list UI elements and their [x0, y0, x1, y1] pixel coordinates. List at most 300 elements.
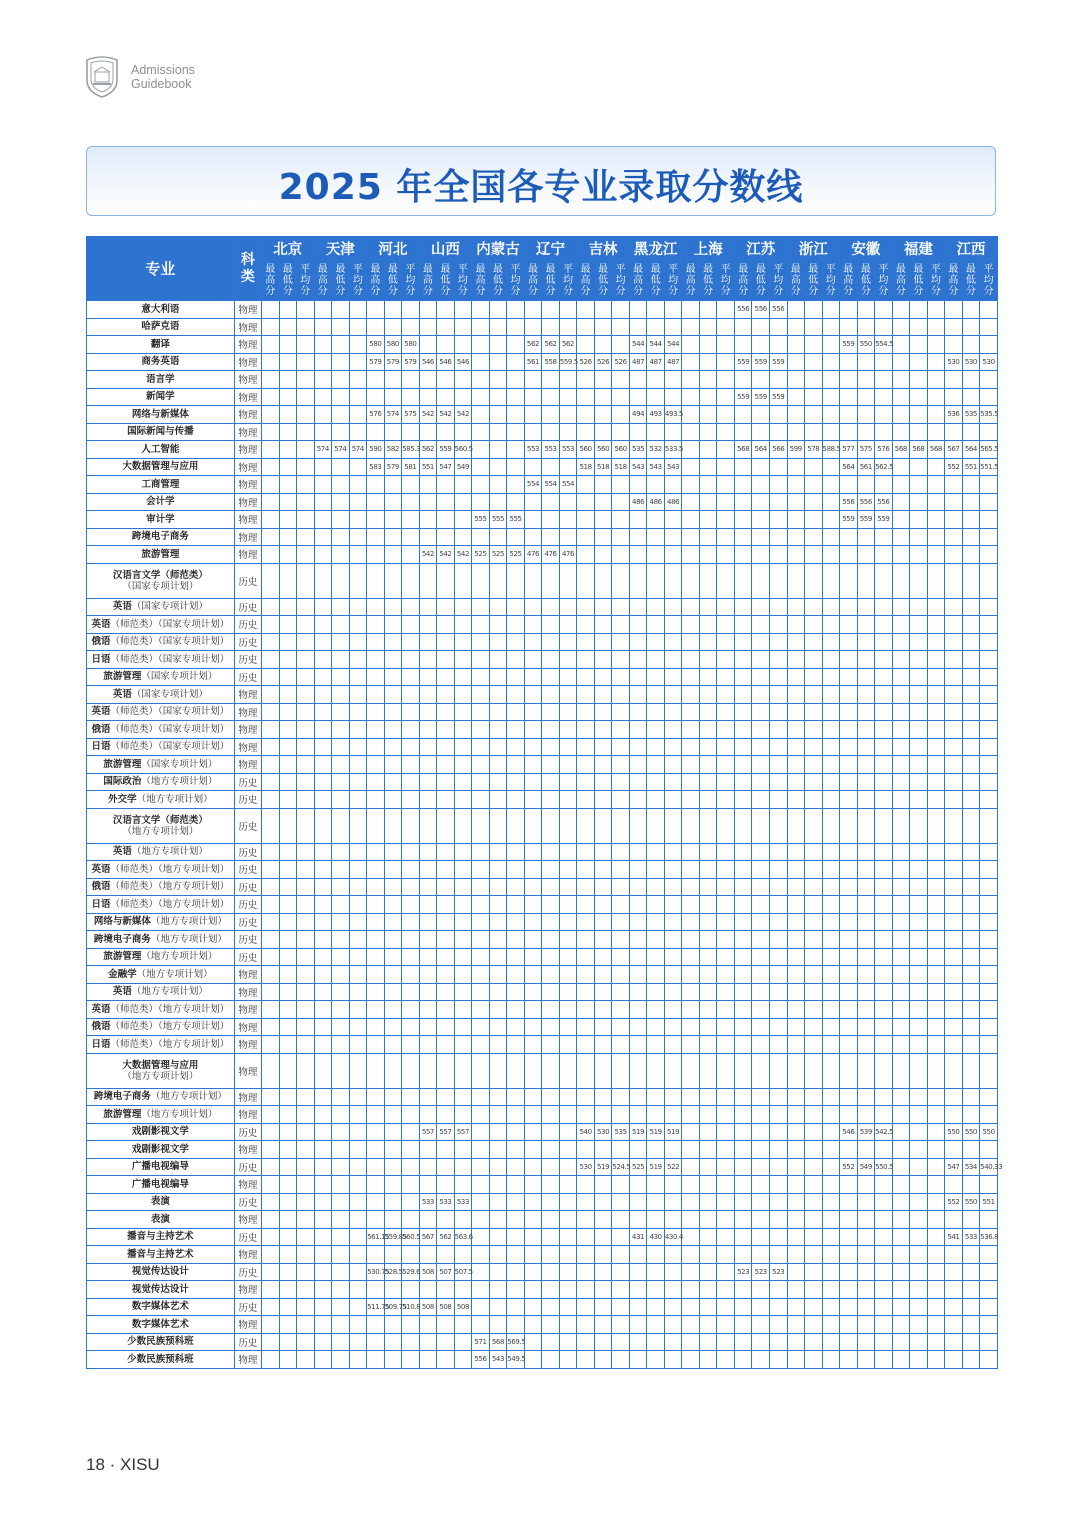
score-cell [262, 1036, 280, 1054]
score-cell [910, 1158, 928, 1176]
score-cell [892, 966, 910, 984]
score-cell: 530 [577, 1158, 595, 1176]
score-cell [524, 1106, 542, 1124]
score-cell [367, 633, 385, 651]
score-cell [962, 318, 980, 336]
score-cell [454, 563, 472, 598]
score-cell [402, 1036, 420, 1054]
score-cell [489, 948, 507, 966]
score-cell [717, 493, 735, 511]
score-cell [717, 651, 735, 669]
score-cell [857, 598, 875, 616]
score-cell [857, 878, 875, 896]
score-cell [297, 686, 315, 704]
score-cell [752, 668, 770, 686]
score-cell [594, 651, 612, 669]
score-cell [314, 616, 332, 634]
score-cell [419, 563, 437, 598]
score-cell: 553 [559, 441, 577, 459]
score-cell [945, 668, 963, 686]
score-cell [542, 791, 560, 809]
score-cell [805, 1106, 823, 1124]
score-cell [629, 1193, 647, 1211]
score-cell [980, 336, 998, 354]
score-cell [857, 1211, 875, 1229]
score-subheader: 最低分 [489, 260, 507, 301]
major-plan-note: （地方专项计划） [122, 825, 199, 837]
score-cell [734, 686, 752, 704]
score-cell [577, 931, 595, 949]
score-cell [682, 948, 700, 966]
score-cell [402, 1246, 420, 1264]
score-cell [664, 808, 682, 843]
score-cell [367, 1036, 385, 1054]
score-cell [682, 913, 700, 931]
score-cell [892, 301, 910, 319]
score-cell [384, 1036, 402, 1054]
score-cell [454, 1246, 472, 1264]
table-row [87, 353, 998, 371]
score-cell [419, 896, 437, 914]
score-cell [437, 861, 455, 879]
table-row [87, 1193, 998, 1211]
score-cell [822, 948, 840, 966]
major-plan-note: （师范类）（地方专项计划） [110, 1021, 230, 1033]
score-cell [822, 966, 840, 984]
major-cell [87, 861, 235, 879]
score-cell [262, 633, 280, 651]
score-cell [297, 546, 315, 564]
score-cell [332, 371, 350, 389]
score-cell [454, 1211, 472, 1229]
score-cell [734, 336, 752, 354]
score-cell [945, 388, 963, 406]
score-cell [822, 371, 840, 389]
score-cell [384, 878, 402, 896]
score-cell [805, 476, 823, 494]
score-cell: 559 [840, 511, 858, 529]
score-cell: 568 [927, 441, 945, 459]
score-cell [367, 808, 385, 843]
score-cell [262, 703, 280, 721]
score-cell [384, 738, 402, 756]
score-cell [577, 388, 595, 406]
score-cell [594, 1211, 612, 1229]
score-cell [945, 738, 963, 756]
score-cell [699, 1211, 717, 1229]
major-name: 翻译 [150, 338, 170, 350]
score-cell [472, 966, 490, 984]
score-cell [367, 948, 385, 966]
score-cell [734, 756, 752, 774]
score-cell: 493 [647, 406, 665, 424]
score-cell [524, 791, 542, 809]
score-cell [279, 1263, 297, 1281]
score-cell [840, 1053, 858, 1088]
score-cell [647, 1176, 665, 1194]
score-cell [822, 353, 840, 371]
score-cell [682, 406, 700, 424]
score-cell [962, 668, 980, 686]
score-cell [419, 1036, 437, 1054]
score-cell [805, 651, 823, 669]
score-cell [910, 773, 928, 791]
score-cell [542, 1298, 560, 1316]
score-cell [805, 458, 823, 476]
score-cell [507, 1053, 525, 1088]
score-subheader: 最低分 [805, 260, 823, 301]
score-cell [489, 1088, 507, 1106]
score-cell [577, 896, 595, 914]
score-cell [647, 686, 665, 704]
score-cell [419, 651, 437, 669]
score-cell [279, 371, 297, 389]
score-cell [910, 1088, 928, 1106]
score-cell [857, 1333, 875, 1351]
score-cell [647, 1316, 665, 1334]
score-cell [384, 896, 402, 914]
score-cell [297, 633, 315, 651]
score-cell [875, 353, 893, 371]
score-cell [489, 633, 507, 651]
score-cell [962, 931, 980, 949]
score-cell [892, 1281, 910, 1299]
score-cell [489, 931, 507, 949]
table-row [87, 1263, 998, 1281]
score-cell [577, 1281, 595, 1299]
score-cell [454, 511, 472, 529]
score-cell [612, 336, 630, 354]
score-cell [682, 703, 700, 721]
major-cell [87, 1123, 235, 1141]
score-cell [279, 616, 297, 634]
score-cell [875, 1141, 893, 1159]
score-cell [367, 1123, 385, 1141]
score-cell [279, 353, 297, 371]
subject-type-cell: 历史 [234, 1193, 261, 1211]
score-cell [559, 1211, 577, 1229]
score-cell: 574 [314, 441, 332, 459]
score-cell [297, 1263, 315, 1281]
score-cell [664, 878, 682, 896]
score-cell: 486 [664, 493, 682, 511]
score-cell [612, 843, 630, 861]
score-cell [577, 1106, 595, 1124]
score-cell [892, 546, 910, 564]
score-cell [577, 651, 595, 669]
page-footer: 18 · XISU [86, 1455, 160, 1474]
score-subheader: 最高分 [314, 260, 332, 301]
score-cell [612, 1246, 630, 1264]
score-cell [419, 511, 437, 529]
score-cell [542, 633, 560, 651]
score-subheader: 最低分 [910, 260, 928, 301]
score-cell: 535.5 [980, 406, 998, 424]
score-cell [805, 318, 823, 336]
score-cell [875, 931, 893, 949]
score-cell [349, 1246, 367, 1264]
table-row [87, 546, 998, 564]
score-cell [805, 913, 823, 931]
score-cell [682, 1141, 700, 1159]
score-cell [945, 528, 963, 546]
score-cell [962, 563, 980, 598]
score-cell [682, 1158, 700, 1176]
score-cell [612, 371, 630, 389]
score-cell [892, 1263, 910, 1281]
score-cell [699, 861, 717, 879]
score-cell [699, 686, 717, 704]
score-cell [892, 861, 910, 879]
score-cell [489, 756, 507, 774]
score-cell [524, 1281, 542, 1299]
table-row [87, 318, 998, 336]
score-cell [332, 476, 350, 494]
major-plan-note: （师范类）（地方专项计划） [110, 1038, 230, 1050]
score-cell [524, 808, 542, 843]
score-cell [349, 1053, 367, 1088]
score-cell [769, 1053, 787, 1088]
score-cell [787, 1106, 805, 1124]
score-cell [734, 913, 752, 931]
table-row [87, 476, 998, 494]
score-cell [489, 301, 507, 319]
score-cell [314, 318, 332, 336]
score-cell [664, 948, 682, 966]
score-cell: 562 [419, 441, 437, 459]
score-cell [927, 668, 945, 686]
score-cell [840, 913, 858, 931]
table-row [87, 1106, 998, 1124]
score-cell [437, 388, 455, 406]
score-cell [647, 1246, 665, 1264]
score-cell [489, 563, 507, 598]
score-cell [647, 423, 665, 441]
score-cell [507, 703, 525, 721]
score-cell [489, 1298, 507, 1316]
score-cell [349, 1036, 367, 1054]
score-cell [612, 1088, 630, 1106]
score-cell [822, 1281, 840, 1299]
subject-type-cell: 物理 [234, 1351, 261, 1369]
score-cell [559, 773, 577, 791]
score-cell [647, 528, 665, 546]
score-cell [664, 318, 682, 336]
score-cell [472, 301, 490, 319]
score-cell [384, 1246, 402, 1264]
score-cell [332, 861, 350, 879]
table-row [87, 1211, 998, 1229]
score-cell [297, 1316, 315, 1334]
score-cell [682, 1298, 700, 1316]
score-cell [472, 1106, 490, 1124]
score-cell [612, 1351, 630, 1369]
score-cell [612, 756, 630, 774]
score-cell: 568 [734, 441, 752, 459]
score-cell [787, 1263, 805, 1281]
score-cell: 510.8 [402, 1298, 420, 1316]
score-cell [349, 458, 367, 476]
score-cell [542, 931, 560, 949]
score-cell [840, 1088, 858, 1106]
score-cell [769, 791, 787, 809]
score-cell [840, 598, 858, 616]
score-cell [945, 301, 963, 319]
score-cell: 568 [892, 441, 910, 459]
score-cell [472, 1018, 490, 1036]
score-cell [962, 371, 980, 389]
score-cell [717, 1281, 735, 1299]
score-cell [297, 406, 315, 424]
score-cell [840, 668, 858, 686]
score-cell [402, 1316, 420, 1334]
score-cell [892, 563, 910, 598]
score-cell: 559 [734, 388, 752, 406]
score-cell [734, 738, 752, 756]
score-cell [454, 896, 472, 914]
score-cell [734, 966, 752, 984]
score-cell [594, 721, 612, 739]
score-cell [524, 493, 542, 511]
score-cell [752, 966, 770, 984]
score-cell [367, 1211, 385, 1229]
score-cell [805, 493, 823, 511]
table-row [87, 388, 998, 406]
score-cell [419, 1333, 437, 1351]
subject-type-cell: 物理 [234, 1176, 261, 1194]
score-cell [647, 1001, 665, 1019]
score-cell [717, 1333, 735, 1351]
score-cell [454, 773, 472, 791]
score-cell [699, 511, 717, 529]
score-cell [647, 703, 665, 721]
score-cell [892, 843, 910, 861]
score-cell [612, 1036, 630, 1054]
table-row [87, 371, 998, 389]
score-cell [769, 878, 787, 896]
score-cell [349, 773, 367, 791]
score-cell [542, 458, 560, 476]
score-cell [524, 738, 542, 756]
score-cell [629, 511, 647, 529]
score-cell [314, 913, 332, 931]
score-cell [629, 1176, 647, 1194]
score-cell [699, 1333, 717, 1351]
score-cell [647, 983, 665, 1001]
table-row [87, 913, 998, 931]
score-cell: 525 [507, 546, 525, 564]
score-cell [647, 1333, 665, 1351]
table-row [87, 301, 998, 319]
score-cell [910, 353, 928, 371]
score-cell [577, 1141, 595, 1159]
score-subheader: 平均分 [875, 260, 893, 301]
score-cell [297, 1106, 315, 1124]
score-cell [927, 1211, 945, 1229]
score-cell [419, 423, 437, 441]
major-cell [87, 1193, 235, 1211]
score-cell: 550 [962, 1193, 980, 1211]
score-cell: 550 [857, 336, 875, 354]
major-cell [87, 423, 235, 441]
score-cell [349, 1228, 367, 1246]
score-cell [787, 301, 805, 319]
score-cell [910, 476, 928, 494]
score-cell [577, 546, 595, 564]
score-cell: 579 [367, 353, 385, 371]
score-cell: 569.5 [507, 1333, 525, 1351]
score-cell [594, 633, 612, 651]
score-cell [962, 1176, 980, 1194]
score-subheader: 最低分 [437, 260, 455, 301]
score-cell [892, 1106, 910, 1124]
major-cell [87, 1316, 235, 1334]
score-cell [559, 458, 577, 476]
score-subheader: 最高分 [840, 260, 858, 301]
score-cell [577, 686, 595, 704]
score-cell [297, 1001, 315, 1019]
score-cell [524, 721, 542, 739]
score-cell [314, 651, 332, 669]
score-cell [752, 371, 770, 389]
score-cell [927, 1246, 945, 1264]
score-cell [472, 808, 490, 843]
score-cell [769, 458, 787, 476]
score-cell [419, 633, 437, 651]
score-cell [664, 1036, 682, 1054]
score-cell [945, 563, 963, 598]
score-cell [805, 371, 823, 389]
score-cell [559, 896, 577, 914]
score-cell [629, 861, 647, 879]
score-subheader: 最高分 [629, 260, 647, 301]
score-cell [717, 406, 735, 424]
score-cell [682, 1123, 700, 1141]
score-cell [892, 1018, 910, 1036]
score-cell [910, 1333, 928, 1351]
score-cell [612, 563, 630, 598]
table-row [87, 528, 998, 546]
score-cell [910, 1141, 928, 1159]
score-cell: 533 [437, 1193, 455, 1211]
score-cell [892, 1333, 910, 1351]
score-cell [332, 406, 350, 424]
score-cell [752, 598, 770, 616]
score-cell [682, 458, 700, 476]
score-cell [647, 721, 665, 739]
score-cell [559, 423, 577, 441]
major-name: 外交学 [108, 793, 137, 805]
score-cell [297, 913, 315, 931]
score-cell [507, 913, 525, 931]
score-cell [367, 1018, 385, 1036]
province-header: 安徽 [840, 237, 893, 260]
score-cell [402, 511, 420, 529]
score-cell [682, 1018, 700, 1036]
score-cell [822, 546, 840, 564]
score-cell [314, 1351, 332, 1369]
score-cell [262, 336, 280, 354]
score-cell [297, 738, 315, 756]
score-subheader: 最低分 [752, 260, 770, 301]
score-cell [594, 1281, 612, 1299]
score-cell [332, 983, 350, 1001]
score-cell: 550 [962, 1123, 980, 1141]
score-cell [840, 791, 858, 809]
score-cell [962, 721, 980, 739]
score-cell [349, 1263, 367, 1281]
score-cell [910, 1228, 928, 1246]
